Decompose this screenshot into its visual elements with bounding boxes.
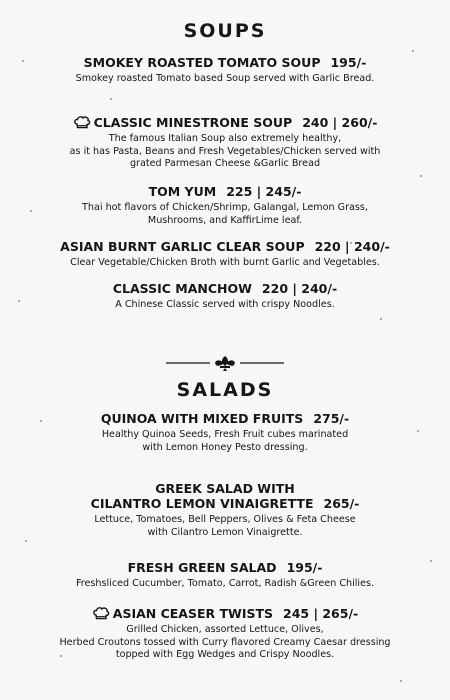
chef-hat-icon [92, 606, 110, 620]
fleur-de-lis-divider-icon [0, 355, 450, 371]
item-desc-line: with Lemon Honey Pesto dressing. [142, 441, 308, 453]
item-desc-line: grated Parmesan Cheese &Garlic Bread [129, 158, 321, 170]
menu-item-fresh-green-salad [0, 560, 450, 591]
item-price: 195/- [286, 560, 323, 575]
menu-item-tom-yum [0, 184, 450, 227]
item-desc-line: as it has Pasta, Beans and Fresh Vegetables/Chicken served with [69, 145, 381, 157]
menu-item-asian-ceaser-twists [0, 606, 450, 662]
menu-item-greek-salad [0, 481, 450, 539]
item-name: SMOKEY ROASTED TOMATO SOUP [83, 55, 321, 70]
item-desc-line: Freshsliced Cucumber, Tomato, Carrot, Radish &Green Chilies. [75, 578, 375, 589]
menu-item-classic-minestrone-soup [0, 115, 450, 171]
item-name: ASIAN CEASER TWISTS [112, 606, 273, 621]
menu-item-classic-manchow [0, 281, 450, 312]
item-price: 275/- [313, 411, 350, 426]
section-title-salads: SALADS [176, 379, 274, 401]
item-price: 225 | 245/- [226, 184, 302, 199]
menu-item-quinoa-with-mixed-fruits [0, 411, 450, 454]
item-desc-line: Mushrooms, and KaffirLime leaf. [147, 214, 303, 226]
item-price: 220 | 240/- [314, 239, 390, 254]
menu-item-asian-burnt-garlic-clear-soup [0, 239, 450, 270]
item-name: FRESH GREEN SALAD [127, 560, 277, 575]
item-desc-line: topped with Egg Wedges and Crispy Noodles. [115, 649, 335, 661]
item-desc-line: with Cilantro Lemon Vinaigrette. [147, 526, 303, 538]
item-price: 265/- [323, 496, 360, 511]
section-title-soups: SOUPS [183, 20, 267, 42]
chef-hat-icon [73, 115, 91, 129]
item-price: 240 | 260/- [302, 115, 378, 130]
item-desc-line: Grilled Chicken, assorted Lettuce, Olives, [126, 624, 324, 635]
item-desc-line: Clear Vegetable/Chicken Broth with burnt Garlic and Vegetables. [70, 257, 380, 268]
item-price: 220 | 240/- [261, 281, 338, 296]
item-name: CLASSIC MINESTRONE SOUP [93, 115, 293, 130]
item-name: ASIAN BURNT GARLIC CLEAR SOUP [60, 239, 305, 254]
item-name: TOM YUM [148, 184, 217, 199]
item-price: 195/- [330, 55, 367, 70]
item-name-line-2: CILANTRO LEMON VINAIGRETTE [90, 496, 314, 511]
item-desc-line: Thai hot flavors of Chicken/Shrimp, Galangal, Lemon Grass, [82, 202, 368, 213]
item-desc-line: Herbed Croutons tossed with Curry flavored Creamy Caesar dressing [59, 636, 391, 648]
item-desc-line: Healthy Quinoa Seeds, Fresh Fruit cubes marinated [101, 429, 349, 440]
menu-item-smokey-roasted-tomato-soup [0, 55, 450, 86]
item-desc-line: Smokey roasted Tomato based Soup served with Garlic Bread. [75, 73, 375, 84]
item-name: GREEK SALAD WITH [155, 481, 295, 496]
item-name: QUINOA WITH MIXED FRUITS [100, 411, 304, 426]
item-desc-line: The famous Italian Soup also extremely healthy, [108, 133, 342, 144]
item-name: CLASSIC MANCHOW [112, 281, 252, 296]
item-price: 245 | 265/- [283, 606, 359, 621]
item-desc-line: Lettuce, Tomatoes, Bell Peppers, Olives & Feta Cheese [94, 514, 356, 525]
item-desc-line: A Chinese Classic served with crispy Noodles. [115, 299, 335, 310]
